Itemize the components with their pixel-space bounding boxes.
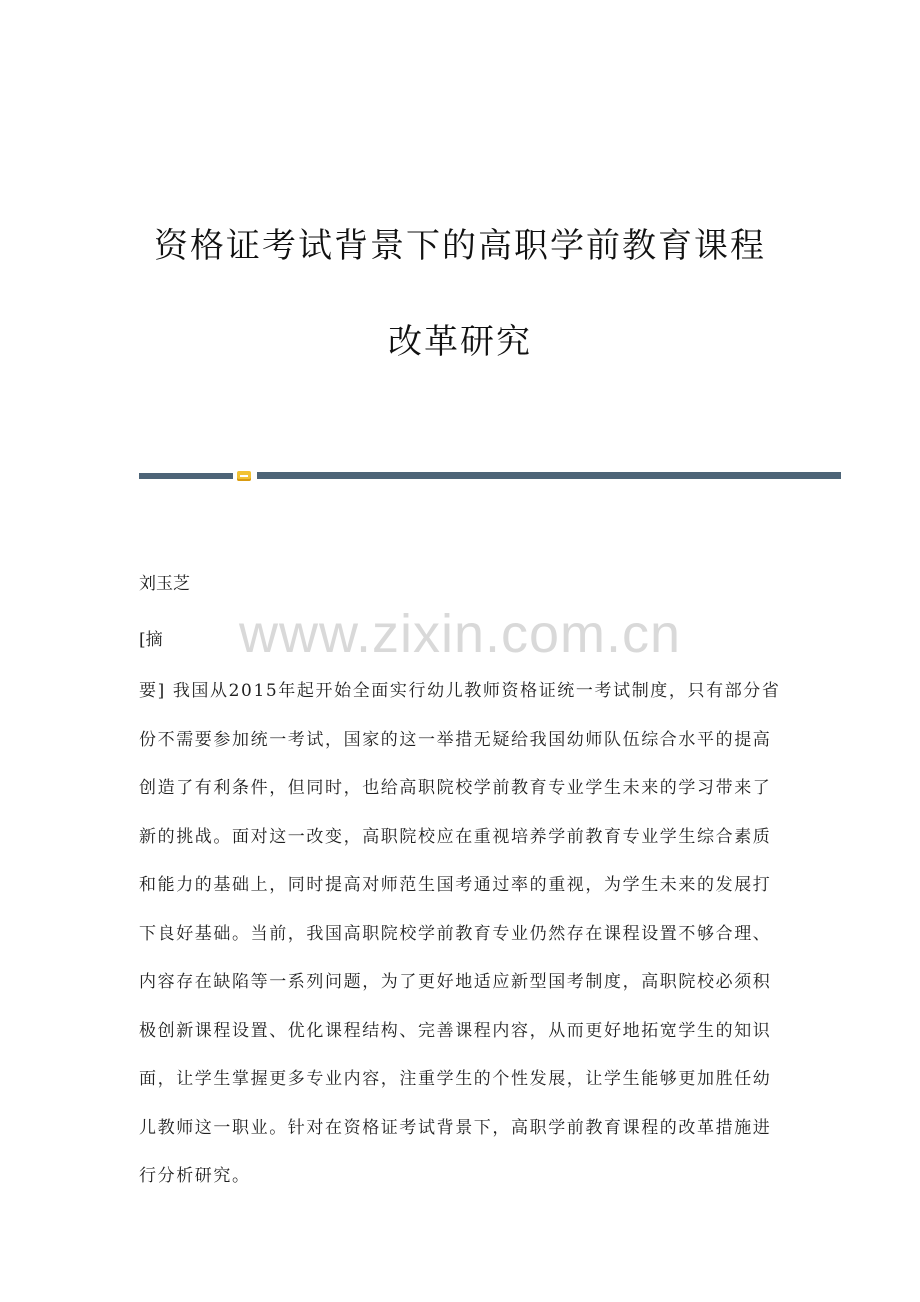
abstract-body — [139, 676, 779, 1210]
document-title-line-1: 资格证考试背景下的高职学前教育课程 — [154, 226, 766, 266]
abstract-line: 创造了有利条件，但同时，也给高职院校学前教育专业学生未来的学习带来了 — [139, 778, 772, 798]
watermark: www.zixin.com.cn — [238, 604, 682, 664]
abstract-line: 极创新课程设置、优化课程结构、完善课程内容，从而更好地拓宽学生的知识 — [139, 1020, 772, 1041]
abstract-line: 内容存在缺陷等一系列问题，为了更好地适应新型国考制度，高职院校必须积 — [139, 972, 772, 992]
author-name: 刘玉芝 — [139, 574, 190, 594]
divider-badge-icon — [237, 471, 251, 481]
abstract-line: 新的挑战。面对这一改变，高职院校应在重视培养学前教育专业学生综合素质 — [139, 826, 772, 847]
abstract-line: 要] 我国从2015年起开始全面实行幼儿教师资格证统一考试制度，只有部分省 — [139, 681, 781, 701]
divider-bar-right — [257, 472, 841, 479]
abstract-line: 面，让学生掌握更多专业内容，注重学生的个性发展，让学生能够更加胜任幼 — [139, 1069, 772, 1089]
divider-bar-left — [139, 473, 233, 479]
document-title-line-2: 改革研究 — [388, 322, 532, 362]
abstract-line: 儿教师这一职业。针对在资格证考试背景下，高职学前教育课程的改革措施进 — [139, 1117, 772, 1138]
abstract-line: 份不需要参加统一考试，国家的这一举措无疑给我国幼师队伍综合水平的提高 — [139, 729, 772, 750]
abstract-line: 和能力的基础上，同时提高对师范生国考通过率的重视，为学生未来的发展打 — [139, 875, 772, 895]
title-divider — [139, 471, 841, 481]
abstract-label: [摘 — [139, 630, 163, 650]
abstract-line: 下良好基础。当前，我国高职院校学前教育专业仍然存在课程设置不够合理、 — [139, 923, 772, 944]
abstract-line: 行分析研究。 — [139, 1166, 251, 1186]
